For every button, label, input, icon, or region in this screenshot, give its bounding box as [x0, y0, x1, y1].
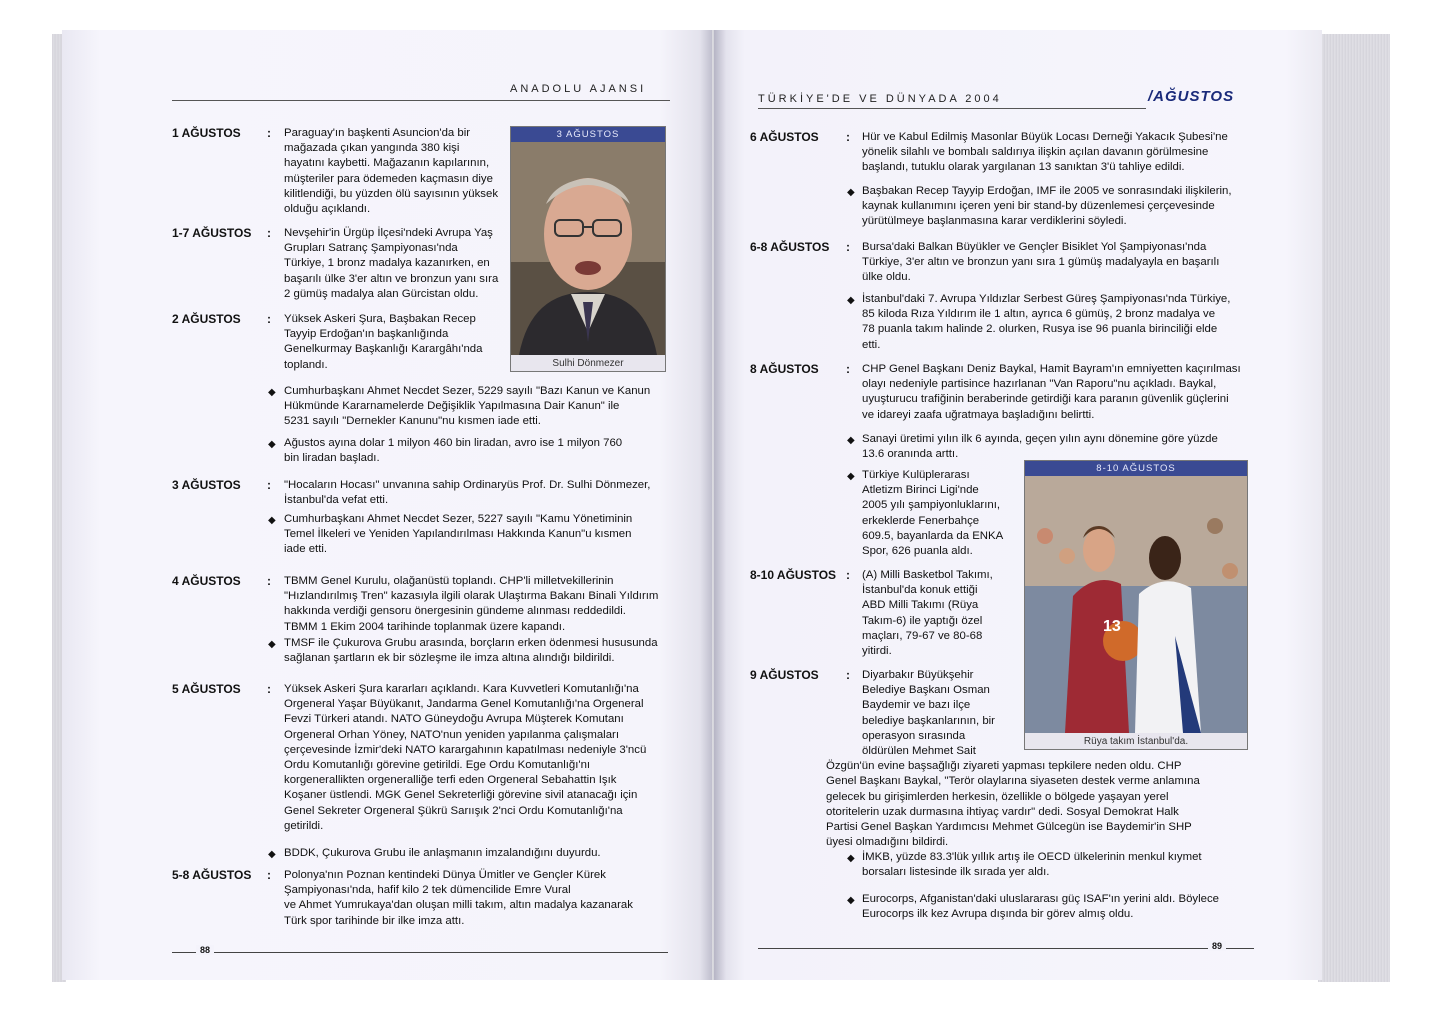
bullet-icon: ◆ — [268, 515, 276, 526]
bullet-icon: ◆ — [847, 471, 855, 482]
entry-text-line: çerçevesinde İzmir'deki NATO karargahının kapatılması nedeniyle 3'ncü — [284, 743, 647, 756]
entry-text-line: başlandı, tutuklu olarak yargılanan 13 sanıktan 3'ü tahliye edildi. — [862, 161, 1185, 174]
entry-text-line: Orgeneral Orhan Yöney, NATO'nun yeniden yapılanma çalışmaları — [284, 728, 619, 741]
entry-text-line: CHP Genel Başkanı Deniz Baykal, Hamit Bayram'ın emniyetten kaçırılması — [862, 363, 1241, 375]
page-edges-right — [1318, 34, 1390, 982]
photo-caption: Rüya takım İstanbul'da. — [1083, 736, 1189, 747]
entry-text-line: iade etti. — [284, 543, 328, 556]
entry-text-line: Orgeneral Yaşar Büyükanıt, Jandarma Genel Komutanlığı'na Orgeneral — [284, 698, 644, 711]
entry-text-line: Bursa'daki Balkan Büyükler ve Gençler Bisiklet Yol Şampiyonası'nda — [862, 241, 1207, 253]
photo-caption: Sulhi Dönmezer — [552, 358, 624, 369]
entry-text-line: borsaları listesinde ilk sırada yer aldı. — [862, 866, 1050, 879]
date-separator: : — [846, 668, 850, 682]
entry-text-line: Takım-6) ile yaptığı özel — [862, 614, 983, 627]
entry-date: 9 AĞUSTOS — [750, 668, 819, 682]
bullet-icon: ◆ — [847, 295, 855, 306]
entry-text-line: 13.6 oranında arttı. — [862, 448, 959, 461]
entry-date: 2 AĞUSTOS — [172, 312, 241, 326]
photo-basketball — [1024, 460, 1248, 750]
bullet-icon: ◆ — [268, 387, 276, 398]
entry-text-line: hakkında verdiği gensoru önergesinin gündeme alınması reddedildi. — [284, 605, 626, 618]
date-separator: : — [267, 226, 271, 240]
open-book — [52, 26, 1390, 986]
bullet-icon: ◆ — [847, 853, 855, 864]
entry-text-line: olayı nedeniyle partisince hazırlanan "Van Raporu"nu açıkladı. Baykal, — [862, 378, 1217, 391]
entry-text-line: uyuşturucu trafiğinin beraberinde getirdiği kara paranın güvenlik güçlerini — [862, 393, 1229, 406]
entry-text-line: Spor, 626 puanla aldı. — [862, 545, 973, 557]
entry-text-line: müşteriler para ödemeden kaçmasın diye — [284, 172, 493, 185]
entry-text-line: Diyarbakır Büyükşehir — [862, 669, 974, 681]
entry-text-line: Tayyip Erdoğan'ın başkanlığında — [284, 328, 449, 341]
entry-text-line: Partisi Genel Başkan Yardımcısı Mehmet Gülcegün ise Baydemir'in SHP — [826, 821, 1192, 833]
entry-text-line: olduğu açıklandı. — [284, 203, 371, 215]
entry-text-line: Genelkurmay Başkanlığı Karargâhı'nda — [284, 343, 483, 356]
entry-text-line: ve idareyi zaafa uğratmaya başladığını belirtti. — [862, 408, 1095, 421]
entry-text-line: Ağustos ayına dolar 1 milyon 460 bin liradan, avro ise 1 milyon 760 — [284, 437, 623, 449]
entry-text-line: 2 gümüş madalya alan Gürcistan oldu. — [284, 287, 479, 300]
entry-text-line: maçları, 79-67 ve 80-68 — [862, 629, 983, 642]
entry-text-line: Atletizm Birinci Ligi'nde — [862, 484, 979, 497]
date-separator: : — [267, 868, 271, 882]
entry-text-line: Eurocorps ilk kez Avrupa dışında bir görev almış oldu. — [862, 908, 1134, 921]
entry-text-line: Ordu Komutanlığı görevine getirildi. Ege Ordu Komutanlığı'nı — [284, 759, 591, 771]
entry-text-line: İstanbul'da vefat etti. — [284, 494, 389, 507]
entry-text-line: toplandı. — [284, 358, 328, 371]
entry-text-line: Genel Sekreter Orgeneral Şükrü Sarıışık 2'nci Ordu Komutanlığı'na — [284, 804, 623, 817]
entry-date: 6 AĞUSTOS — [750, 130, 819, 144]
date-separator: : — [846, 240, 850, 254]
entry-text-line: Türkiye, 3'er altın ve bronzun yanı sıra 1 gümüş madalyayla en başarılı — [862, 256, 1220, 269]
entry-text-line: Türk spor tarihinde bir ilke imza attı. — [284, 914, 465, 927]
entry-text-line: Özgün'ün evine başsağlığı ziyareti yapması tepkilere neden oldu. CHP — [826, 760, 1182, 773]
entry-text-line: ABD Milli Takımı (Rüya — [862, 599, 979, 612]
entry-text-line: kaynak kullanımını içeren yeni bir stand-by düzenlemesi çerçevesinde — [862, 200, 1215, 213]
date-separator: : — [846, 568, 850, 582]
entry-text-line: Türkiye Kulüplerarası — [862, 469, 970, 481]
entry-text-line: İstanbul'da konuk ettiği — [862, 584, 978, 597]
photo-header: 3 AĞUSTOS — [511, 127, 665, 142]
entry-text-line: yönelik silahlı ve bombalı saldırıya ilişkin açılan davanın görülmesine — [862, 146, 1209, 159]
entry-text-line: "Hocaların Hocası" unvanına sahip Ordinaryüs Prof. Dr. Sulhi Dönmezer, — [284, 479, 651, 491]
entry-text-line: Cumhurbaşkanı Ahmet Necdet Sezer, 5227 sayılı "Kamu Yönetiminin — [284, 513, 633, 525]
page-number-right: 89 — [1208, 941, 1226, 951]
svg-text:13: 13 — [1103, 618, 1121, 635]
entry-text-line: Türkiye, 1 bronz madalya kazanırken, en — [284, 257, 490, 270]
date-separator: : — [267, 126, 271, 140]
entry-text-line: Nevşehir'in Ürgüp İlçesi'ndeki Avrupa Yaş — [284, 227, 493, 239]
entry-text-line: 5231 sayılı "Dernekler Kanunu"nu kısmen iade etti. — [284, 415, 541, 428]
entry-text-line: erkeklerde Fenerbahçe — [862, 514, 980, 527]
entry-text-line: Genel Başkanı Baykal, "Terör olaylarına siyaseten destek verme anlamına — [826, 775, 1200, 788]
entry-text-line: operasyon sırasında — [862, 729, 966, 742]
date-separator: : — [846, 130, 850, 144]
entry-text-line: Eurocorps, Afganistan'daki uluslararası güç ISAF'ın yerini aldı. Böylece — [862, 893, 1220, 905]
entry-date: 5 AĞUSTOS — [172, 682, 241, 696]
date-separator: : — [267, 478, 271, 492]
entry-text-line: ve Ahmet Yumrukaya'dan oluşan milli takım, altın madalya kazanarak — [284, 899, 633, 912]
entry-text-line: Koşaner üstlendi. MGK Genel Sekreterliği görevine sivil atanacağı için — [284, 789, 638, 802]
entry-text-line: bin liradan başladı. — [284, 452, 380, 465]
entry-date: 1-7 AĞUSTOS — [172, 226, 252, 240]
header-rule-left — [172, 100, 670, 101]
left-page — [62, 30, 712, 980]
bullet-icon: ◆ — [268, 639, 276, 650]
entry-text-line: Cumhurbaşkanı Ahmet Necdet Sezer, 5229 sayılı "Bazı Kanun ve Kanun — [284, 385, 651, 397]
entry-date: 3 AĞUSTOS — [172, 478, 241, 492]
entry-text-line: başarılı ülke 3'er altın ve bronzun yanı sıra — [284, 272, 499, 285]
entry-text-line: "Hızlandırılmış Tren" kazasıyla ilgili olarak Ulaştırma Bakanı Binali Yıldırım — [284, 590, 659, 603]
entry-text-line: BDDK, Çukurova Grubu ile anlaşmanın imzalandığını duyurdu. — [284, 847, 601, 859]
entry-text-line: TMSF ile Çukurova Grubu arasında, borçların erken ödenmesi hususunda — [284, 637, 658, 649]
bullet-icon: ◆ — [268, 849, 276, 860]
entry-date: 1 AĞUSTOS — [172, 126, 241, 140]
photo-sulhi-donmezer — [510, 126, 666, 372]
bullet-icon: ◆ — [847, 435, 855, 446]
entry-text-line: Yüksek Askeri Şura kararları açıklandı. Kara Kuvvetleri Komutanlığı'na — [284, 683, 639, 695]
entry-text-line: İMKB, yüzde 83.3'lük yıllık artış ile OECD ülkelerinin menkul kıymet — [862, 851, 1202, 863]
date-separator: : — [267, 312, 271, 326]
entry-text-line: Polonya'nın Poznan kentindeki Dünya Ümitler ve Gençler Kürek — [284, 869, 606, 881]
entry-text-line: Sanayi üretimi yılın ilk 6 ayında, geçen yılın aynı dönemine göre yüzde — [862, 433, 1218, 445]
bullet-icon: ◆ — [847, 895, 855, 906]
entry-date: 8 AĞUSTOS — [750, 362, 819, 376]
entry-text-line: Paraguay'ın başkenti Asuncion'da bir — [284, 127, 471, 139]
entry-date: 8-10 AĞUSTOS — [750, 568, 837, 582]
entry-text-line: yürütülmeye başlanmasına karar verdiklerini söyledi. — [862, 215, 1127, 228]
entry-text-line: 85 kiloda Rıza Yıldırım ile 1 altın, ayrıca 6 gümüş, 2 bronz madalya ve — [862, 308, 1216, 321]
bullet-icon: ◆ — [268, 439, 276, 450]
entry-text-line: otoritelerin uzak durmasına ihtiyaç vardır" dedi. Sosyal Demokrat Halk — [826, 805, 1179, 818]
header-rule-right — [758, 108, 1146, 109]
entry-text-line: Grupları Satranç Şampiyonası'nda — [284, 242, 458, 255]
book-gutter — [700, 30, 726, 980]
entry-text-line: kilitlendiği, bu yüzden ölü sayısının yüksek — [284, 187, 499, 200]
entry-text-line: Hür ve Kabul Edilmiş Masonlar Büyük Locası Derneği Yakacık Şubesi'ne — [862, 131, 1228, 143]
entry-date: 4 AĞUSTOS — [172, 574, 241, 588]
entry-text-line: Temel İlkeleri ve Yeniden Yapılandırılması Hakkında Kanun"u kısmen — [284, 528, 632, 541]
entry-date: 5-8 AĞUSTOS — [172, 868, 252, 882]
entry-text-line: Başbakan Recep Tayyip Erdoğan, IMF ile 2005 ve sonrasındaki ilişkilerin, — [862, 185, 1232, 197]
entry-text-line: gelecek bu girişimlerden herkesin, özellikle o bölgede yaşayan yerel — [826, 790, 1169, 803]
entry-text-line: İstanbul'daki 7. Avrupa Yıldızlar Serbest Güreş Şampiyonası'nda Türkiye, — [862, 293, 1231, 305]
entry-text-line: mağazada çıkan yangında 380 kişi — [284, 142, 460, 155]
portrait-image — [511, 142, 665, 355]
entry-text-line: üyesi olmadığını bildirdi. — [826, 836, 949, 849]
entry-text-line: etti. — [862, 338, 881, 351]
entry-text-line: sağlanan şartların ek bir sözleşme ile imza altına alındığı bildirildi. — [284, 652, 615, 665]
entry-text-line: Fevzi Türkeri atandı. NATO Güneydoğu Avrupa Müşterek Komutanı — [284, 713, 624, 726]
right-page — [714, 30, 1322, 980]
footer-rule-left — [172, 952, 668, 953]
page-number-left: 88 — [196, 945, 214, 955]
entry-text-line: getirildi. — [284, 819, 324, 832]
running-head-right: TÜRKİYE'DE VE DÜNYADA 2004 — [758, 93, 1002, 105]
date-separator: : — [267, 574, 271, 588]
entry-text-line: belediye başkanlarının, bir — [862, 714, 995, 727]
entry-text-line: (A) Milli Basketbol Takımı, — [862, 569, 993, 581]
running-head-left: ANADOLU AJANSI — [510, 83, 647, 95]
entry-text-line: korgenerallikten orgeneralliğe terfi eden Orgeneral Sebahattin Işık — [284, 774, 617, 787]
date-separator: : — [846, 362, 850, 376]
photo-header: 8-10 AĞUSTOS — [1025, 461, 1247, 476]
month-mark: /AĞUSTOS — [1148, 88, 1235, 105]
entry-text-line: TBMM 1 Ekim 2004 tarihinde toplanmak üzere kapandı. — [284, 620, 566, 633]
entry-text-line: öldürülen Mehmet Sait — [862, 745, 976, 757]
entry-text-line: hayatını kaybetti. Mağazanın kapılarının, — [284, 157, 490, 170]
entry-text-line: 609.5, bayanlarda da ENKA — [862, 529, 1004, 542]
entry-text-line: Yüksek Askeri Şura, Başbakan Recep — [284, 313, 476, 325]
footer-rule-right — [758, 948, 1254, 949]
entry-text-line: 78 puanla takım halinde 2. olurken, Rusya ise 96 puanla birinciliği elde — [862, 323, 1218, 336]
entry-text-line: TBMM Genel Kurulu, olağanüstü toplandı. CHP'li milletvekillerinin — [284, 575, 614, 587]
entry-text-line: Şampiyonası'nda, hafif kilo 2 tek dümencilide Emre Vural — [284, 884, 571, 897]
basketball-image — [1025, 476, 1247, 733]
bullet-icon: ◆ — [847, 187, 855, 198]
entry-date: 6-8 AĞUSTOS — [750, 240, 830, 254]
entry-text-line: yitirdi. — [862, 645, 892, 657]
entry-text-line: Baydemir ve bazı ilçe — [862, 699, 971, 712]
entry-text-line: Hükmünde Kararnamelerde Değişiklik Yapılmasına Dair Kanun" ile — [284, 400, 620, 413]
entry-text-line: 2005 yılı şampiyonluklarını, — [862, 499, 1001, 512]
entry-text-line: Belediye Başkanı Osman — [862, 684, 990, 697]
entry-text-line: ülke oldu. — [862, 271, 911, 284]
date-separator: : — [267, 682, 271, 696]
